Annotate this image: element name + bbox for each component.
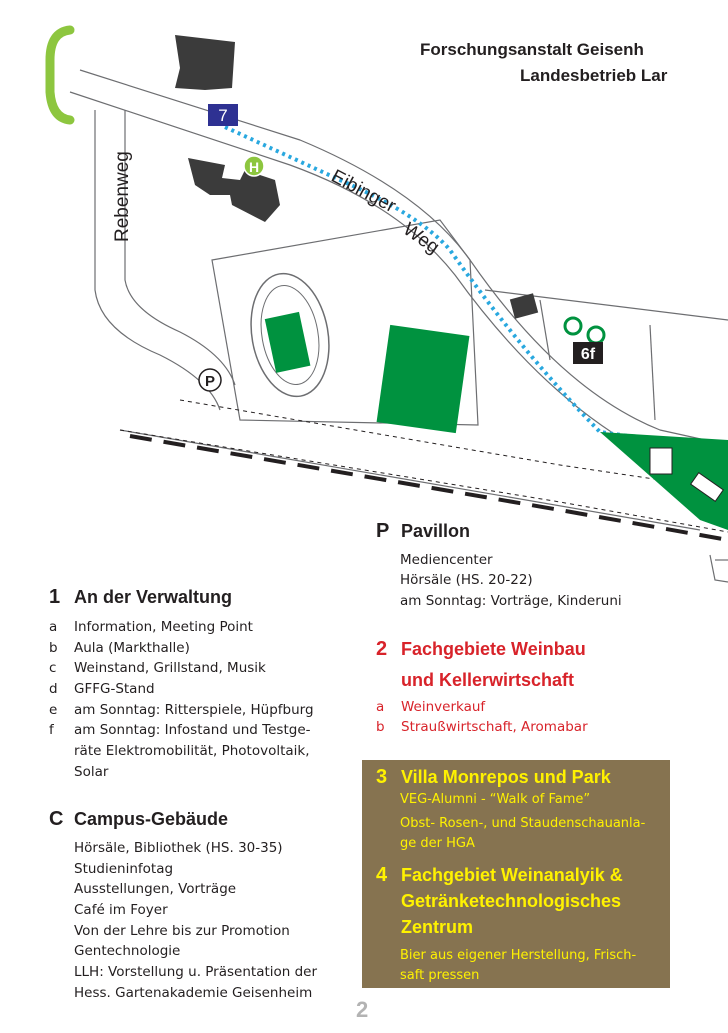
weinanalytik-title-2: Getränketechnologisches (401, 891, 622, 911)
weinbau-key: 2 (376, 638, 388, 660)
title-line-2: Landesbetrieb Lar (520, 66, 668, 85)
villa-title: Villa Monrepos und Park (401, 767, 611, 787)
verwaltung-item: f am Sonntag: Infostand und Testge- (49, 722, 311, 738)
weinanalytik-item: Bier aus eigener Herstellung, Frisch- (400, 948, 637, 963)
villa-item: ge der HGA (400, 836, 475, 851)
title-line-1: Forschungsanstalt Geisenh (420, 40, 644, 59)
weinanalytik-heading-2 (401, 891, 621, 912)
pavillon-key: P (376, 520, 390, 542)
weinbau-title-1: Fachgebiete Weinbau (401, 639, 586, 659)
tree-icon (565, 318, 581, 334)
weinbau-item: b Straußwirtschaft, Aromabar (376, 719, 588, 735)
field-large (377, 325, 470, 433)
tree-icon (588, 327, 604, 343)
pavillon-title: Pavillon (401, 521, 471, 541)
verwaltung-item: Solar (74, 764, 109, 780)
pavillon-heading (376, 520, 470, 543)
bus-stop-label: H (248, 159, 260, 175)
villa-item: Obst- Rosen-, und Staudenschauanla- (400, 816, 646, 831)
weinanalytik-item: saft pressen (400, 968, 480, 983)
weinanalytik-heading-3 (401, 917, 473, 938)
weinanalytik-heading (376, 864, 623, 887)
verwaltung-heading (49, 586, 232, 609)
campus-key: C (49, 808, 64, 830)
campus-heading (49, 808, 228, 831)
verwaltung-item: d GFFG-Stand (49, 681, 155, 697)
weinbau-title-2: und Kellerwirtschaft (401, 670, 575, 690)
building-campus (188, 158, 280, 222)
campus-item: Gentechnologie (74, 943, 181, 959)
verwaltung-item: räte Elektromobilität, Photovoltaik, (74, 743, 310, 759)
verwaltung-item: b Aula (Markthalle) (49, 640, 190, 656)
weinanalytik-title-3: Zentrum (401, 917, 473, 937)
marker-6f-label: 6f (580, 346, 596, 363)
campus-item: Studieninfotag (74, 861, 174, 877)
bracket-mark (50, 30, 70, 120)
weinbau-item: a Weinverkauf (376, 699, 486, 715)
verwaltung-item: a Information, Meeting Point (49, 619, 253, 635)
campus-item: Café im Foyer (74, 902, 168, 918)
campus-item: Hess. Gartenakademie Geisenheim (74, 985, 313, 1001)
verwaltung-title: An der Verwaltung (74, 587, 233, 607)
street-eibinger-label: Eibinger (327, 165, 400, 218)
page-number: 2 (356, 997, 369, 1022)
campus-item: Ausstellungen, Vorträge (74, 881, 237, 897)
street-rebenweg-label: Rebenweg (112, 151, 133, 242)
verwaltung-item: c Weinstand, Grillstand, Musik (49, 660, 266, 676)
pavillon-item: Mediencenter (400, 552, 493, 568)
verwaltung-item: e am Sonntag: Ritterspiele, Hüpfburg (49, 702, 314, 718)
pavillon-item: Hörsäle (HS. 20-22) (400, 572, 533, 588)
road-outlines (70, 70, 728, 582)
marker-7-label: 7 (218, 106, 228, 125)
campus-item: Von der Lehre bis zur Promotion (74, 923, 290, 939)
building-small (510, 293, 538, 319)
street-weg-label: Weg (399, 218, 443, 259)
building-verwaltung (175, 35, 235, 90)
weinanalytik-key: 4 (376, 864, 388, 886)
weinbau-heading (376, 638, 586, 661)
parking-label: P (204, 373, 216, 390)
field-small (265, 312, 311, 373)
villa-key: 3 (376, 766, 388, 788)
weinbau-heading-2 (401, 670, 574, 691)
villa-heading (376, 766, 611, 789)
campus-item: LLH: Vorstellung u. Präsentation der (74, 964, 318, 980)
campus-title: Campus-Gebäude (74, 809, 229, 829)
weinanalytik-title-1: Fachgebiet Weinanalyik & (401, 865, 623, 885)
villa-item: VEG-Alumni - “Walk of Fame” (400, 792, 591, 807)
verwaltung-key: 1 (49, 586, 61, 608)
pavillon-item: am Sonntag: Vorträge, Kinderuni (400, 593, 622, 609)
campus-item: Hörsäle, Bibliothek (HS. 30-35) (74, 840, 283, 856)
